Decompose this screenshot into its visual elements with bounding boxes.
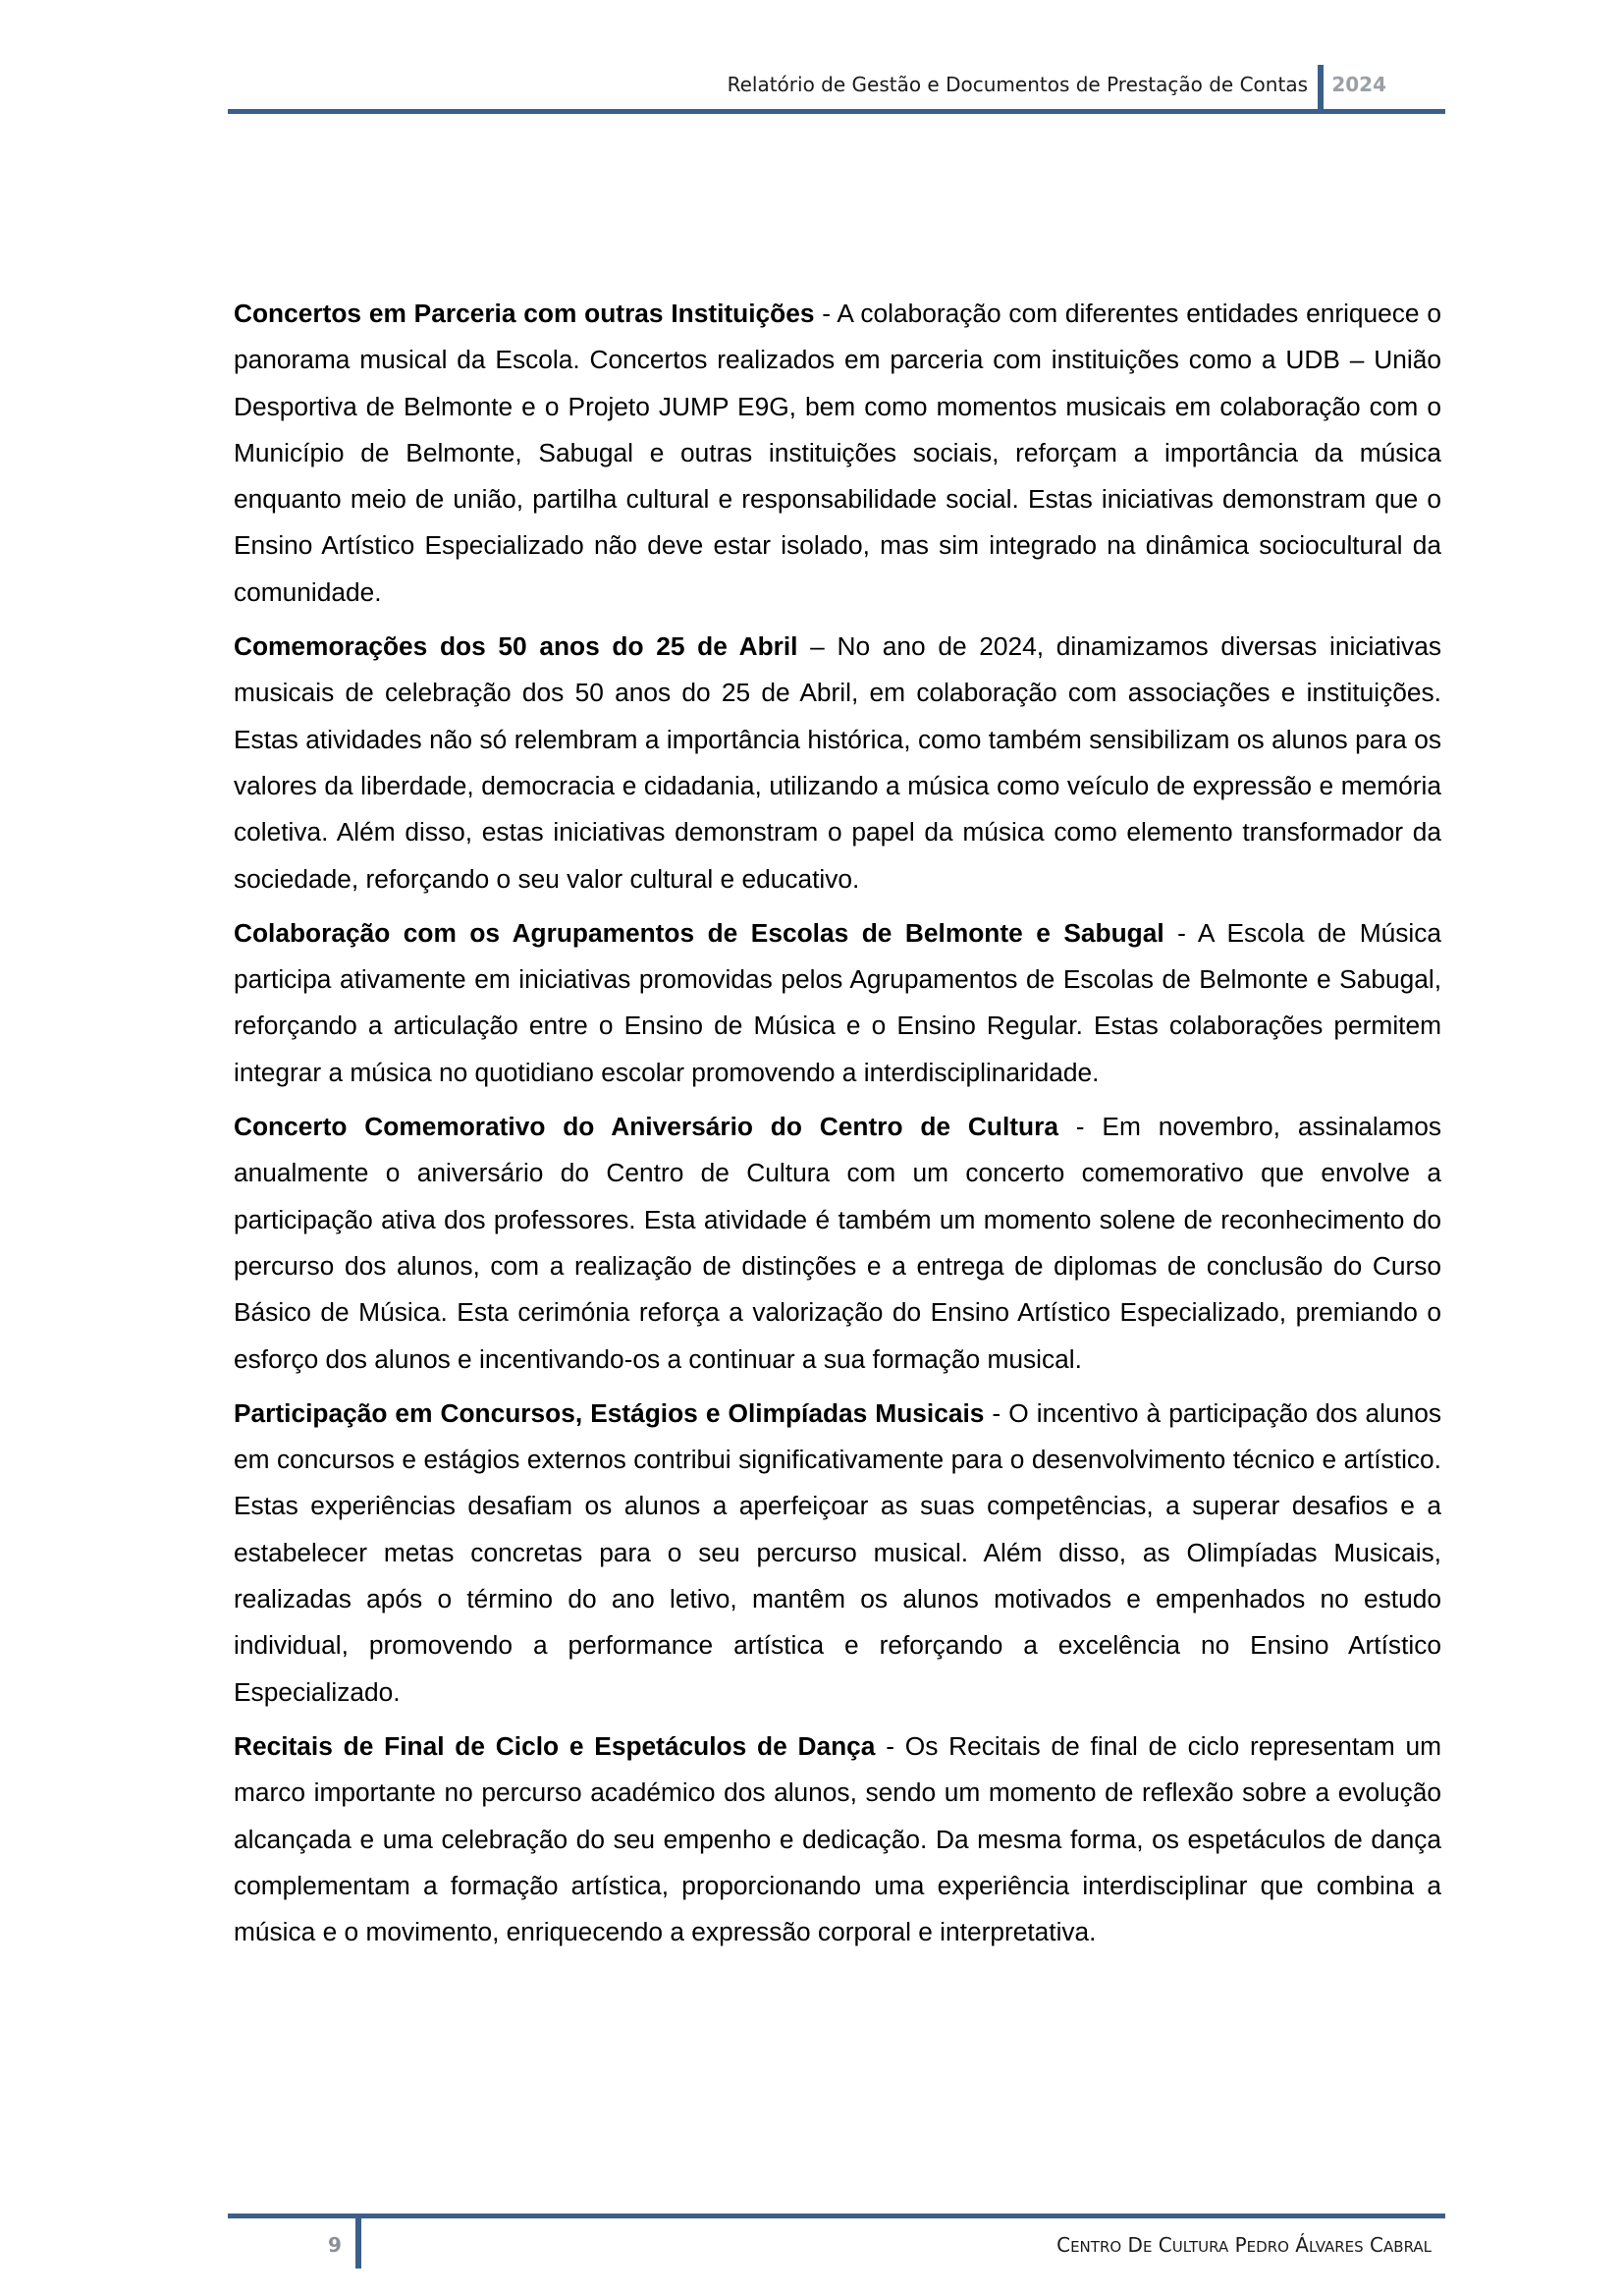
paragraph-heading: Recitais de Final de Ciclo e Espetáculos de Dança bbox=[234, 1730, 876, 1761]
paragraph-heading: Concerto Comemorativo do Aniversário do Centro de Cultura bbox=[234, 1112, 1058, 1142]
paragraph-heading: Colaboração com os Agrupamentos de Escolas de Belmonte e Sabugal bbox=[234, 917, 1164, 948]
paragraph-text: - Em novembro, assinalamos anualmente o aniversário do Centro de Cultura com um concerto comemorativo que envolve a participação ativa dos professores. Esta atividade é também um momento solene de reconhecimento do percurso dos alunos, com a realização de distinções e a entrega de diplomas de conclusão do Curso Básico de Música. Esta cerimónia reforça a valorização do Ensino Artístico Especializado, premiando o esforço dos alunos e incentivando-os a continuar a sua formação musical. bbox=[234, 1112, 1441, 1374]
paragraph-text: - O incentivo à participação dos alunos em concursos e estágios externos contribui significativamente para o desenvolvimento técnico e artístico. Estas experiências desafiam os alunos a aperfeiçoar as suas competências, a superar desafios e a estabelecer metas concretas para o seu percurso musical. Além disso, as Olimpíadas Musicais, realizadas após o término do ano letivo, mantêm os alunos motivados e empenhados no estudo individual, promovendo a performance artística e reforçando a excelência no Ensino Artístico Especializado. bbox=[234, 1397, 1442, 1707]
document-body bbox=[234, 291, 1441, 1963]
paragraph-text: - Os Recitais de final de ciclo representam um marco importante no percurso académico dos alunos, sendo um momento de reflexão sobre a evolução alcançada e uma celebração do seu empenho e dedicação. Da mesma forma, os espetáculos de dança complementam a formação artística, proporcionando uma experiência interdisciplinar que combina a música e o movimento, enriquecendo a expressão corporal e interpretativa. bbox=[234, 1730, 1441, 1947]
paragraph-heading: Participação em Concursos, Estágios e Olimpíadas Musicais bbox=[234, 1397, 985, 1428]
paragraph-heading: Concertos em Parceria com outras Instituições bbox=[234, 299, 815, 328]
paragraph bbox=[234, 910, 1441, 1096]
paragraph-text: – No ano de 2024, dinamizamos diversas iniciativas musicais de celebração dos 50 anos do 25 de Abril, em colaboração com associações e instituições. Estas atividades não só relembram a importância histórica, como também sensibilizam os alunos para os valores da liberdade, democracia e cidadania, utilizando a música como veículo de expressão e memória coletiva. Além disso, estas iniciativas demonstram o papel da música como elemento transformador da sociedade, reforçando o seu valor cultural e educativo. bbox=[234, 631, 1441, 894]
header-separator bbox=[1318, 65, 1324, 110]
paragraph bbox=[234, 624, 1441, 902]
paragraph-text: - A colaboração com diferentes entidades enriquece o panorama musical da Escola. Concertos realizados em parceria com instituições como a UDB – União Desportiva de Belmonte e o Projeto JUMP E9G, bem como momentos musicais em colaboração com o Município de Belmonte, Sabugal e outras instituições sociais, reforçam a importância da música enquanto meio de união, partilha cultural e responsabilidade social. Estas iniciativas demonstram que o Ensino Artístico Especializado não deve estar isolado, mas sim integrado na dinâmica sociocultural da comunidade. bbox=[234, 299, 1441, 607]
footer-rule bbox=[228, 2214, 1445, 2218]
paragraph bbox=[234, 1723, 1441, 1955]
paragraph-text: - A Escola de Música participa ativamente em iniciativas promovidas pelos Agrupamentos de Escolas de Belmonte e Sabugal, reforçando a articulação entre o Ensino de Música e o Ensino Regular. Estas colaborações permitem integrar a música no quotidiano escolar promovendo a interdisciplinaridade. bbox=[234, 917, 1441, 1087]
header-title: Relatório de Gestão e Documentos de Prestação de Contas bbox=[727, 73, 1308, 96]
organization-name: CENTRO DE CULTURA PEDRO ÁLVARES CABRAL bbox=[1056, 2233, 1432, 2257]
header-year: 2024 bbox=[1331, 73, 1386, 96]
page-number: 9 bbox=[328, 2233, 342, 2257]
paragraph bbox=[234, 1104, 1441, 1383]
header-rule bbox=[228, 109, 1445, 114]
page-footer bbox=[228, 2214, 1445, 2269]
paragraph bbox=[234, 291, 1441, 616]
page-header bbox=[228, 65, 1445, 114]
paragraph bbox=[234, 1391, 1441, 1716]
footer-separator bbox=[355, 2214, 361, 2269]
paragraph-heading: Comemorações dos 50 anos do 25 de Abril bbox=[234, 631, 798, 662]
